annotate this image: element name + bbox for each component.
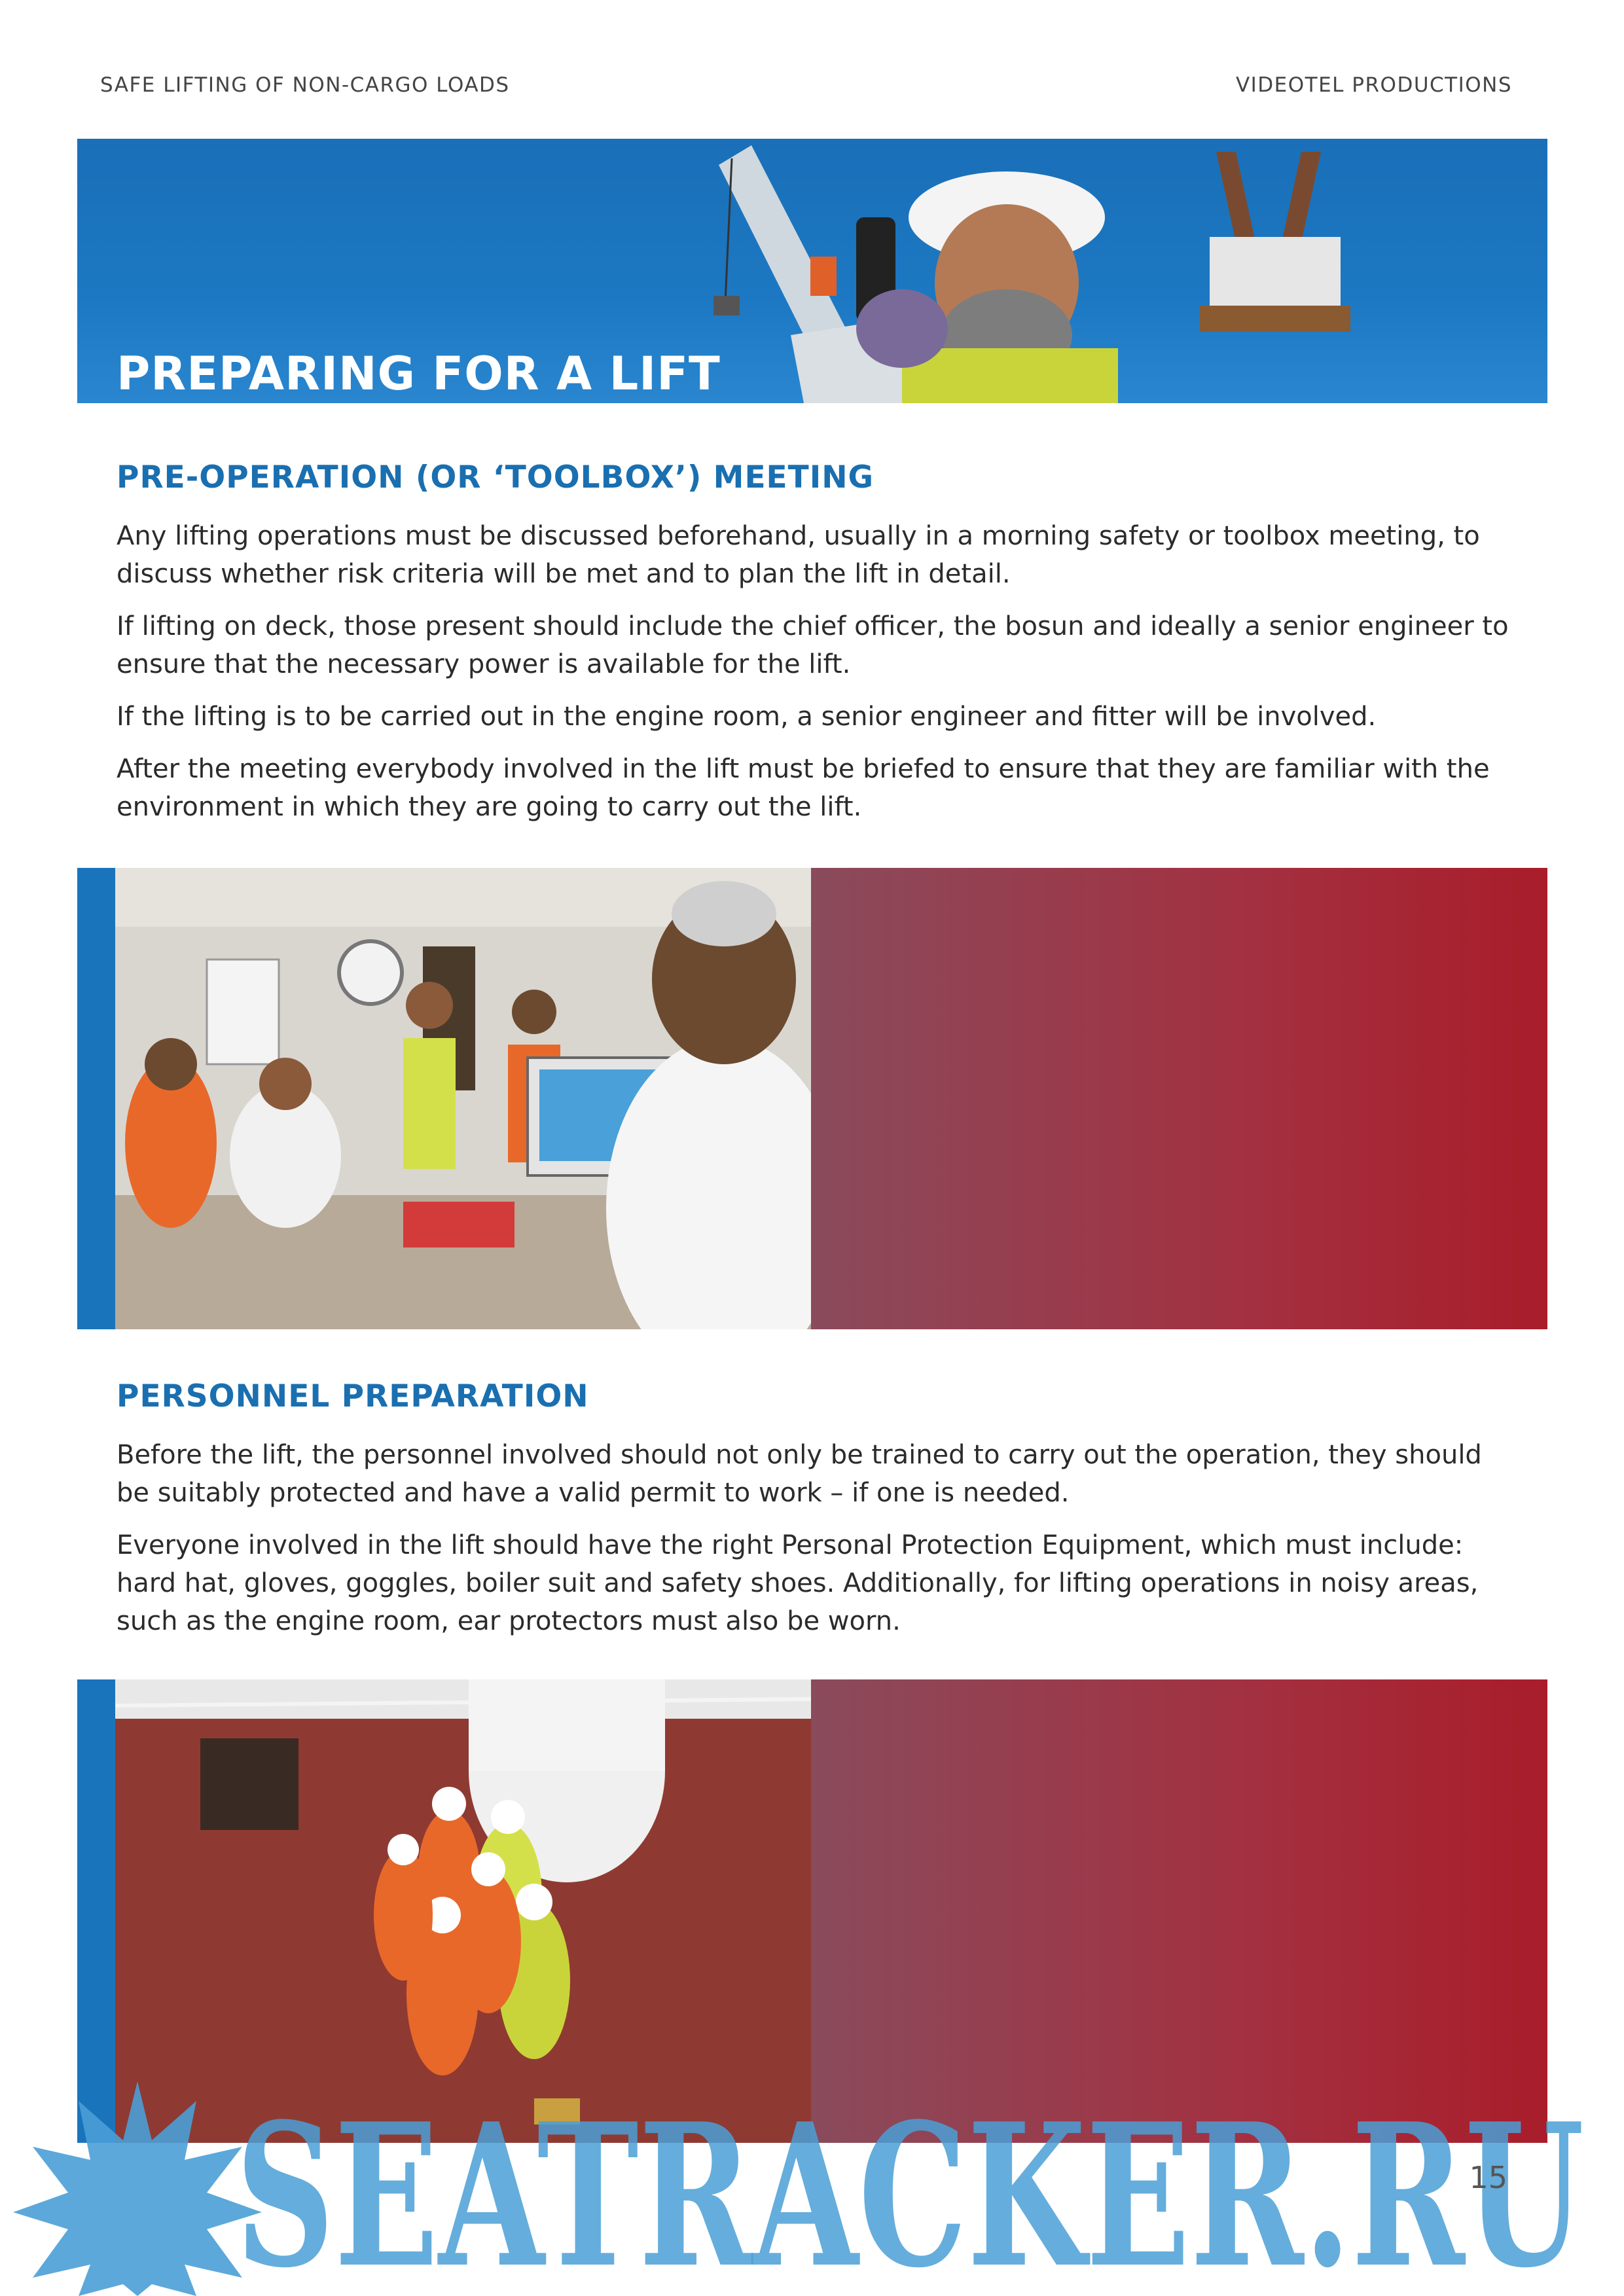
watermark-text: SEATRACKER.RU: [236, 2080, 1584, 2296]
section-heading-toolbox-meeting: PRE-OPERATION (OR ‘TOOLBOX’) MEETING: [117, 459, 875, 495]
page-number: 15: [1469, 2160, 1507, 2195]
accent-stripe: [77, 868, 115, 1329]
banner-photo-crane-worker: [640, 139, 1547, 403]
paragraph: Everyone involved in the lift should have the right Personal Protection Equipment, which must include: hard hat, gloves, goggles, boiler suit and safety shoes. Additionally, for lifting operations in noisy areas, such as the engine room, ear protectors must also be worn.: [117, 1530, 1479, 1636]
meeting-room-photo: [115, 868, 811, 1329]
running-header-title: SAFE LIFTING OF NON-CARGO LOADS: [100, 73, 510, 97]
section-heading-personnel-preparation: PERSONNEL PREPARATION: [117, 1378, 589, 1414]
paragraph: If the lifting is to be carried out in the engine room, a senior engineer and fitter will be involved.: [117, 702, 1377, 732]
paragraph: Any lifting operations must be discussed beforehand, usually in a morning safety or toolbox meeting, to discuss whether risk criteria will be met and to plan the lift in detail.: [117, 521, 1480, 589]
photo-block-meeting: [77, 868, 1547, 1329]
paragraph: Before the lift, the personnel involved should not only be trained to carry out the operation, they should be suitably protected and have a valid permit to work – if one is needed.: [117, 1440, 1482, 1508]
watermark-logo: [0, 2068, 1624, 2296]
chapter-banner: [77, 139, 1547, 403]
decorative-gradient-panel: [811, 868, 1547, 1329]
paragraph: If lifting on deck, those present should include the chief officer, the bosun and ideally a senior engineer to ensure that the necessary power is available for the lift.: [117, 611, 1509, 679]
chapter-title: PREPARING FOR A LIFT: [117, 347, 721, 401]
paragraph: After the meeting everybody involved in the lift must be briefed to ensure that they are familiar with the environment in which they are going to carry out the lift.: [117, 754, 1490, 822]
running-header-publisher: VIDEOTEL PRODUCTIONS: [1235, 73, 1512, 97]
